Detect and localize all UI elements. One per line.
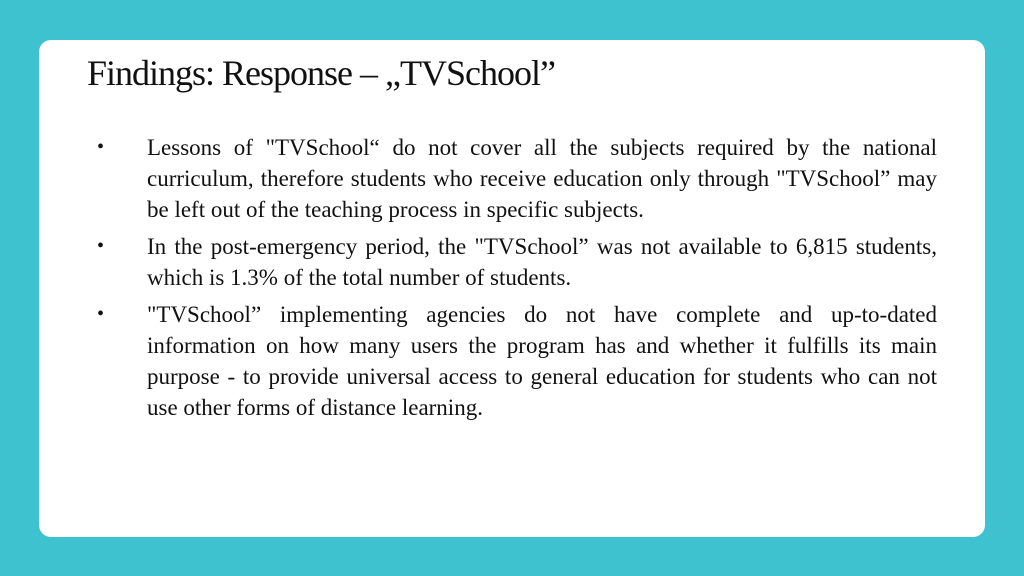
slide-title: Findings: Response – „TVSchool”: [87, 53, 555, 93]
slide-card: [39, 40, 985, 537]
bullet-icon: •: [97, 235, 105, 257]
bullet-icon: •: [97, 136, 105, 158]
list-item: [87, 132, 937, 225]
bullet-text: Lessons of "TVSchool“ do not cover all the subjects required by the national curriculum, therefore students who receive education only through "TVSchool” may be left out of the teaching process in specific subjects.: [147, 135, 937, 222]
bullet-text: In the post-emergency period, the "TVSchool” was not available to 6,815 students, which is 1.3% of the total number of students.: [147, 234, 937, 290]
bullet-list: [87, 132, 937, 429]
bullet-icon: •: [97, 303, 105, 325]
bullet-text: "TVSchool” implementing agencies do not have complete and up-to-dated information on how many users the program has and whether it fulfills its main purpose - to provide universal access to general education for students who can not use other forms of distance learning.: [147, 302, 937, 420]
list-item: [87, 299, 937, 423]
list-item: [87, 231, 937, 293]
